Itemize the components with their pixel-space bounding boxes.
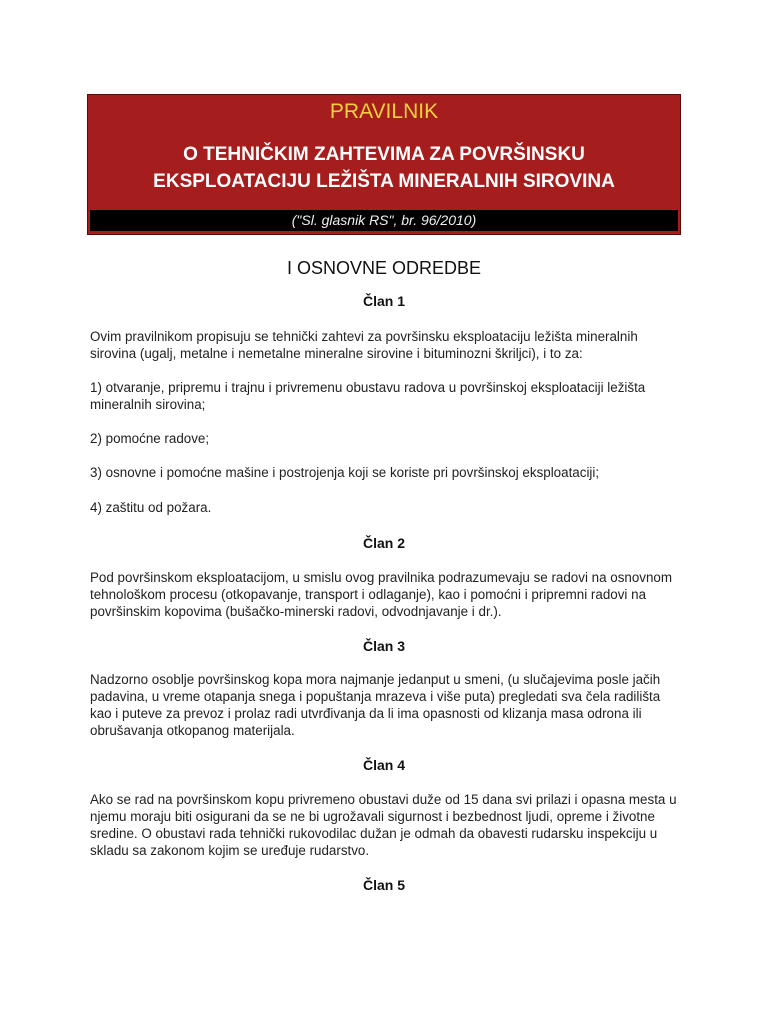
document-subtitle [88, 141, 680, 195]
section-title: I OSNOVNE ODREDBE [286, 258, 482, 278]
article-2-heading: Član 2 [362, 535, 405, 551]
article-1-intro: Ovim pravilnikom propisuju se tehnički zahtevi za površinsku eksploataciju ležišta mineralnih sirovina (ugalj, metalne i nemetalne mineralne sirovine i bituminozni škriljci), i to za: [90, 329, 638, 361]
document-subtitle-line-2: EKSPLOATACIJU LEŽIŠTA MINERALNIH SIROVINA [153, 171, 615, 192]
article-4-heading: Član 4 [362, 757, 405, 773]
document-source-citation: ("Sl. glasnik RS", br. 96/2010) [90, 210, 678, 231]
article-3-text: Nadzorno osoblje površinskog kopa mora najmanje jedanput u smeni, (u slučajevima posle jačih padavina, u vreme otapanja snega i popuštanja mrazeva i više puta) pregledati sva čela radilišta kao i puteve za prevoz i prolaz radi utvrđivanja da li ima opasnosti od klizanja masa odrona ili obrušavanja otkopanog materijala. [90, 672, 661, 738]
document-header-banner [87, 94, 681, 235]
article-1-item-4: 4) zaštitu od požara. [90, 500, 212, 515]
article-5-heading: Član 5 [362, 877, 405, 893]
article-1-item-1: 1) otvaranje, pripremu i trajnu i privremenu obustavu radova u površinskoj eksploataciji ležišta mineralnih sirovina; [90, 380, 646, 412]
article-2-text: Pod površinskom eksploatacijom, u smislu ovog pravilnika podrazumevaju se radovi na osnovnom tehnološkom procesu (otkopavanje, transport i odlaganje), kao i pomoćni i pripremni radovi na površinskim kopovima (bušačko-minerski radovi, odvodnjavanje i dr.). [90, 570, 673, 619]
document-title: PRAVILNIK [329, 100, 439, 123]
document-subtitle-line-1: O TEHNIČKIM ZAHTEVIMA ZA POVRŠINSKU [183, 144, 585, 165]
article-3-heading: Član 3 [362, 638, 405, 654]
article-1-item-3: 3) osnovne i pomoćne mašine i postrojenja koji se koriste pri površinskoj eksploataciji; [90, 465, 600, 480]
article-1-item-2: 2) pomoćne radove; [90, 431, 210, 446]
article-1-heading: Član 1 [362, 293, 405, 309]
article-4-text: Ako se rad na površinskom kopu privremeno obustavi duže od 15 dana svi prilazi i opasna mesta u njemu moraju biti osigurani da se ne bi ugrožavali sigurnost i bezbednost ljudi, opreme i životne sredine. O obustavi rada tehnički rukovodilac dužan je odmah da obavesti rudarsku inspekciju u skladu sa zakonom kojim se uređuje rudarstvo. [90, 792, 677, 858]
